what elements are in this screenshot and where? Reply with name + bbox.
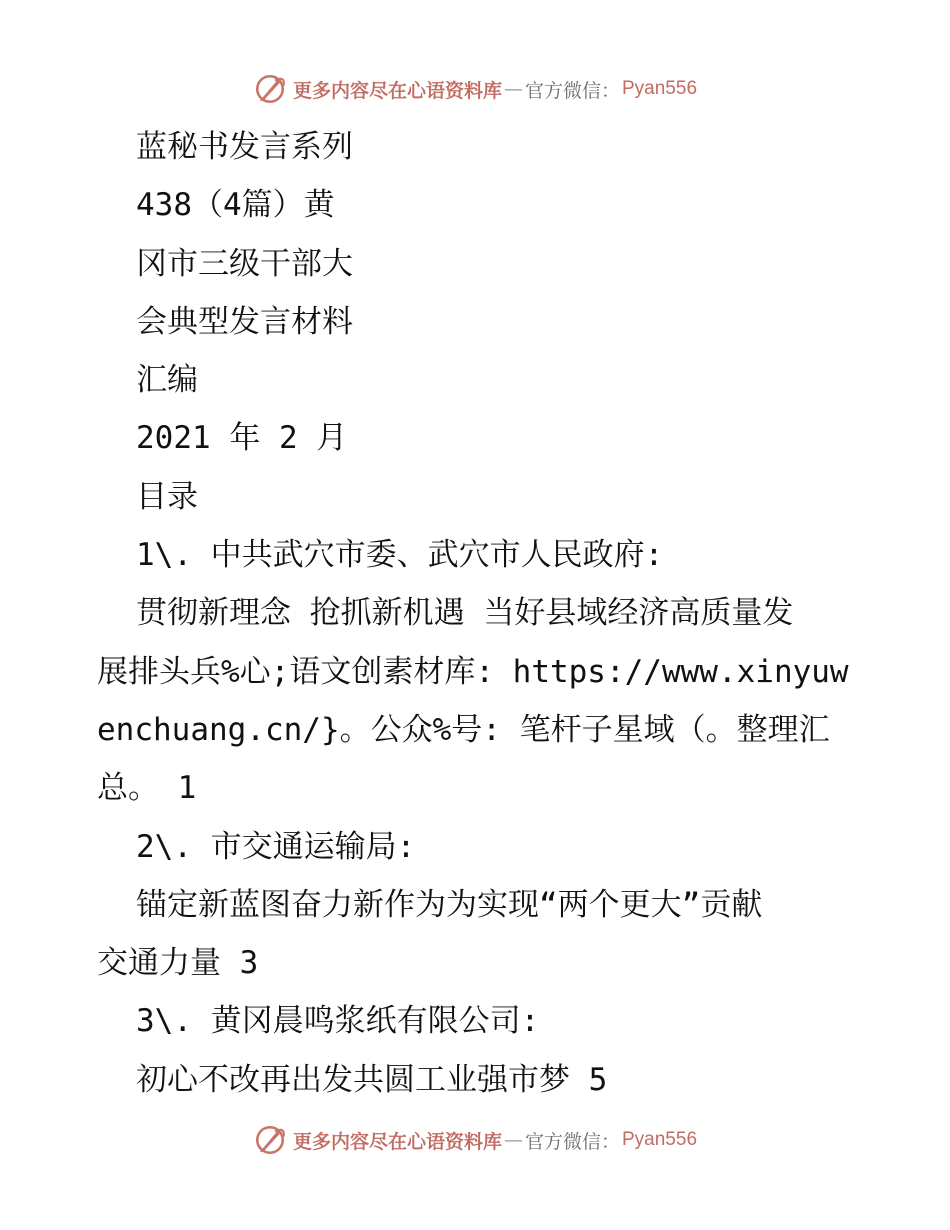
toc-heading: 目录 bbox=[136, 478, 198, 515]
title-line: 会典型发言材料 bbox=[136, 303, 353, 340]
toc-item-title: 总。 1 bbox=[97, 770, 197, 807]
header-brand-text: 更多内容尽在心语资料库 bbox=[292, 79, 502, 102]
footer-sub-text: 官方微信： bbox=[524, 1130, 620, 1153]
toc-item-title: 展排头兵%心;语文创素材库: https://www.xinyuw bbox=[97, 653, 849, 690]
toc-item-org: 3\. 黄冈晨鸣浆纸有限公司: bbox=[136, 1003, 540, 1040]
header-wechat-id: Pyan556 bbox=[622, 78, 698, 99]
quill-pen-icon bbox=[253, 1123, 287, 1157]
toc-item-title: 初心不改再出发共圆工业强市梦 5 bbox=[136, 1061, 608, 1098]
page-header bbox=[0, 72, 950, 106]
footer-wechat-id: Pyan556 bbox=[622, 1129, 698, 1150]
title-line: 蓝秘书发言系列 bbox=[136, 129, 353, 165]
footer-separator: — bbox=[503, 1129, 523, 1151]
toc-item-org: 2\. 市交通运输局: bbox=[136, 828, 416, 865]
page-footer bbox=[0, 1123, 950, 1157]
title-line: 438（4篇）黄 bbox=[136, 187, 335, 224]
header-separator: — bbox=[503, 78, 523, 100]
title-line: 冈市三级干部大 bbox=[136, 245, 353, 282]
toc-item-title: enchuang.cn/}。公众%号: 笔杆子星域（。整理汇 bbox=[97, 711, 830, 748]
header-sub-text: 官方微信： bbox=[524, 79, 620, 102]
quill-pen-icon bbox=[253, 72, 287, 106]
toc-item-title: 锚定新蓝图奋力新作为为实现“两个更大”贡献 bbox=[136, 886, 763, 923]
document-date: 2021 年 2 月 bbox=[136, 420, 348, 457]
title-line: 汇编 bbox=[136, 362, 198, 399]
document-body bbox=[97, 118, 857, 1109]
toc-item-org: 1\. 中共武穴市委、武穴市人民政府: bbox=[136, 537, 664, 574]
footer-brand-text: 更多内容尽在心语资料库 bbox=[292, 1130, 502, 1153]
toc-item-title: 交通力量 3 bbox=[97, 945, 259, 982]
toc-item-title: 贯彻新理念 抢抓新机遇 当好县域经济高质量发 bbox=[136, 595, 794, 632]
